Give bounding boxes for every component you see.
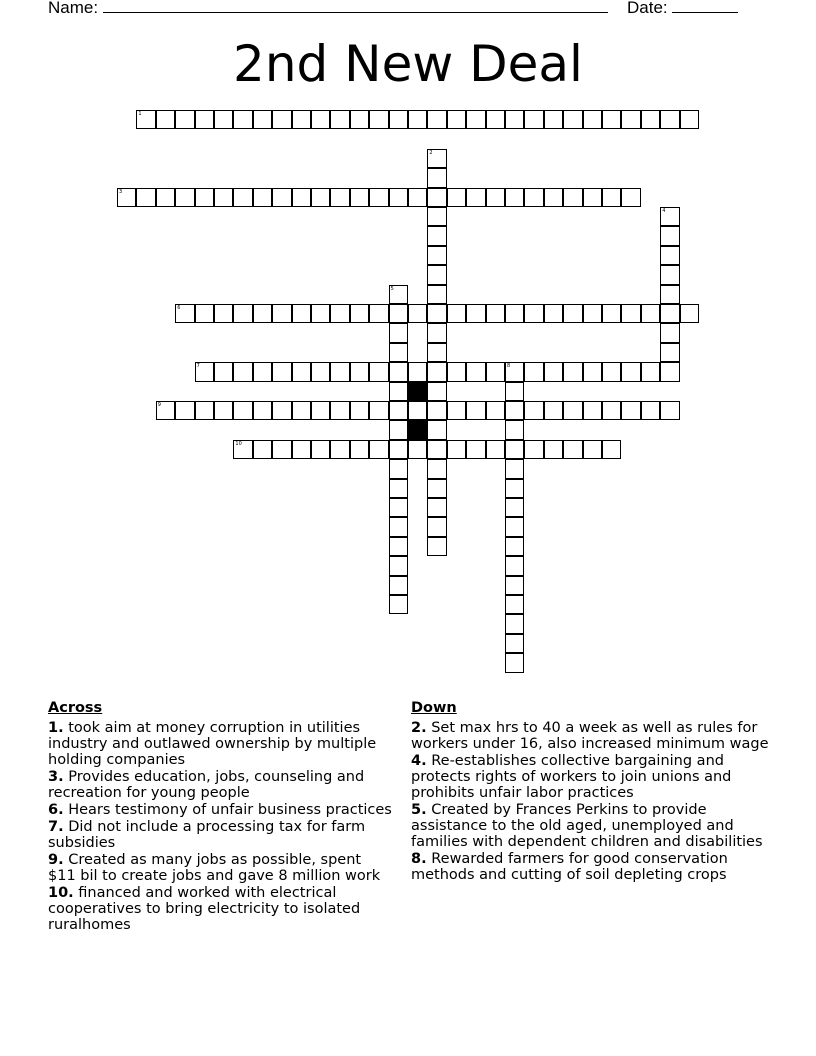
clue-number: 2 [429, 149, 433, 156]
crossword-cell[interactable] [214, 188, 233, 207]
crossword-cell[interactable] [389, 362, 408, 381]
crossword-cell[interactable] [117, 188, 136, 207]
crossword-cell[interactable] [330, 401, 349, 420]
crossword-cell[interactable] [427, 382, 446, 401]
crossword-cell[interactable] [447, 110, 466, 129]
crossword-cell[interactable] [427, 401, 446, 420]
crossword-cell[interactable] [369, 304, 388, 323]
black-square [408, 420, 427, 439]
clue-num: 10. [48, 885, 74, 901]
crossword-cell[interactable] [389, 556, 408, 575]
across-heading: Across [48, 700, 103, 716]
crossword-cell[interactable] [427, 168, 446, 187]
crossword-cell[interactable] [427, 420, 446, 439]
crossword-cell[interactable] [389, 420, 408, 439]
crossword-cell[interactable] [427, 323, 446, 342]
crossword-cell[interactable] [505, 576, 524, 595]
crossword-cell[interactable] [544, 362, 563, 381]
clue-text: financed and worked with electrical cooperatives to bring electricity to isolated ruralhomes [48, 885, 361, 933]
clue-num: 9. [48, 852, 64, 868]
clue-num: 3. [48, 769, 64, 785]
crossword-cell[interactable] [621, 304, 640, 323]
down-clue [411, 802, 781, 850]
crossword-cell[interactable] [447, 188, 466, 207]
crossword-cell[interactable] [408, 110, 427, 129]
crossword-cell[interactable] [253, 110, 272, 129]
crossword-cell[interactable] [505, 110, 524, 129]
crossword-cell[interactable] [311, 304, 330, 323]
crossword-cell[interactable] [505, 595, 524, 614]
crossword-cell[interactable] [427, 459, 446, 478]
crossword-cell[interactable] [175, 401, 194, 420]
crossword-cell[interactable] [466, 188, 485, 207]
across-list [48, 720, 393, 933]
crossword-cell[interactable] [136, 188, 155, 207]
crossword-cell[interactable] [524, 188, 543, 207]
clue-num: 8. [411, 851, 427, 867]
down-clue [411, 720, 781, 752]
crossword-cell[interactable] [195, 401, 214, 420]
crossword-cell[interactable] [369, 188, 388, 207]
crossword-cell[interactable] [350, 188, 369, 207]
crossword-cell[interactable] [156, 401, 175, 420]
clue-text: Did not include a processing tax for farm subsidies [48, 819, 366, 851]
clue-text: Set max hrs to 40 a week as well as rules for workers under 16, also increased minimum wage [411, 720, 769, 752]
crossword-cell[interactable] [389, 110, 408, 129]
crossword-cell[interactable] [641, 362, 660, 381]
crossword-cell[interactable] [563, 304, 582, 323]
crossword-cell[interactable] [292, 440, 311, 459]
crossword-cell[interactable] [427, 537, 446, 556]
crossword-cell[interactable] [389, 517, 408, 536]
crossword-cell[interactable] [563, 188, 582, 207]
crossword-cell[interactable] [427, 362, 446, 381]
crossword-cell[interactable] [660, 304, 679, 323]
clue-num: 7. [48, 819, 64, 835]
crossword-cell[interactable] [408, 188, 427, 207]
clue-text: took aim at money corruption in utilities industry and outlawed ownership by multiple holding companies [48, 720, 377, 768]
crossword-cell[interactable] [524, 440, 543, 459]
crossword-cell[interactable] [389, 285, 408, 304]
crossword-cell[interactable] [272, 440, 291, 459]
crossword-cell[interactable] [330, 110, 349, 129]
crossword-cell[interactable] [583, 401, 602, 420]
crossword-cell[interactable] [660, 285, 679, 304]
crossword-cell[interactable] [660, 265, 679, 284]
down-heading: Down [411, 700, 457, 716]
crossword-cell[interactable] [505, 653, 524, 672]
crossword-cell[interactable] [505, 556, 524, 575]
crossword-cell[interactable] [621, 401, 640, 420]
crossword-cell[interactable] [447, 440, 466, 459]
crossword-cell[interactable] [233, 362, 252, 381]
crossword-cell[interactable] [466, 401, 485, 420]
crossword-cell[interactable] [505, 479, 524, 498]
clue-number: 3 [119, 188, 123, 195]
crossword-cell[interactable] [369, 362, 388, 381]
crossword-cell[interactable] [427, 246, 446, 265]
name-label: Name: [48, 0, 99, 17]
crossword-cell[interactable] [660, 401, 679, 420]
clue-num: 1. [48, 720, 64, 736]
crossword-cell[interactable] [466, 110, 485, 129]
crossword-cell[interactable] [272, 362, 291, 381]
crossword-cell[interactable] [660, 246, 679, 265]
crossword-cell[interactable] [427, 498, 446, 517]
crossword-cell[interactable] [292, 362, 311, 381]
crossword-cell[interactable] [660, 226, 679, 245]
crossword-cell[interactable] [214, 110, 233, 129]
crossword-cell[interactable] [524, 401, 543, 420]
crossword-cell[interactable] [389, 595, 408, 614]
crossword-cell[interactable] [486, 188, 505, 207]
crossword-cell[interactable] [447, 304, 466, 323]
across-clue [48, 852, 393, 884]
crossword-cell[interactable] [350, 304, 369, 323]
crossword-cell[interactable] [233, 401, 252, 420]
crossword-cell[interactable] [505, 440, 524, 459]
crossword-cell[interactable] [447, 401, 466, 420]
crossword-cell[interactable] [272, 188, 291, 207]
clue-number: 6 [177, 305, 181, 311]
crossword-cell[interactable] [427, 110, 446, 129]
crossword-cell[interactable] [408, 304, 427, 323]
clue-number: 4 [662, 208, 666, 214]
crossword-cell[interactable] [544, 110, 563, 129]
crossword-cell[interactable] [195, 304, 214, 323]
crossword-cell[interactable] [602, 304, 621, 323]
across-clues [48, 700, 393, 934]
crossword-cell[interactable] [641, 304, 660, 323]
crossword-cell[interactable] [427, 149, 446, 168]
crossword-cell[interactable] [311, 401, 330, 420]
crossword-cell[interactable] [621, 110, 640, 129]
crossword-cell[interactable] [389, 459, 408, 478]
crossword-cell[interactable] [505, 459, 524, 478]
down-clue [411, 753, 781, 801]
crossword-cell[interactable] [486, 440, 505, 459]
crossword-cell[interactable] [272, 401, 291, 420]
crossword-cell[interactable] [660, 343, 679, 362]
crossword-cell[interactable] [583, 304, 602, 323]
crossword-cell[interactable] [427, 226, 446, 245]
crossword-cell[interactable] [369, 110, 388, 129]
across-clue [48, 769, 393, 801]
down-list [411, 720, 781, 883]
crossword-cell[interactable] [330, 362, 349, 381]
crossword-cell[interactable] [389, 401, 408, 420]
crossword-cell[interactable] [156, 110, 175, 129]
clue-number: 10 [235, 440, 242, 447]
across-clue [48, 802, 393, 818]
clue-text: Re-establishes collective bargaining and protects rights of workers to join unions and prohibits unfair labor practices [411, 753, 732, 801]
crossword-cell[interactable] [621, 188, 640, 207]
crossword-cell[interactable] [311, 440, 330, 459]
crossword-cell[interactable] [389, 537, 408, 556]
crossword-cell[interactable] [195, 110, 214, 129]
clue-text: Hears testimony of unfair business practices [63, 802, 392, 818]
crossword-cell[interactable] [602, 110, 621, 129]
crossword-cell[interactable] [369, 440, 388, 459]
crossword-cell[interactable] [660, 323, 679, 342]
crossword-cell[interactable] [389, 440, 408, 459]
crossword-cell[interactable] [350, 110, 369, 129]
crossword-cell[interactable] [486, 304, 505, 323]
crossword-cell[interactable] [524, 362, 543, 381]
crossword-cell[interactable] [330, 440, 349, 459]
clue-text: Rewarded farmers for good conservation methods and cutting of soil depleting crops [411, 851, 728, 883]
crossword-cell[interactable] [621, 362, 640, 381]
crossword-cell[interactable] [311, 362, 330, 381]
crossword-cell[interactable] [408, 440, 427, 459]
crossword-cell[interactable] [486, 362, 505, 381]
across-clue [48, 720, 393, 768]
crossword-cell[interactable] [427, 343, 446, 362]
crossword-cell[interactable] [427, 440, 446, 459]
crossword-cell[interactable] [583, 188, 602, 207]
crossword-cell[interactable] [272, 110, 291, 129]
crossword-cell[interactable] [389, 479, 408, 498]
crossword-cell[interactable] [233, 440, 252, 459]
crossword-cell[interactable] [544, 401, 563, 420]
crossword-cell[interactable] [563, 110, 582, 129]
crossword-cell[interactable] [680, 304, 699, 323]
crossword-cell[interactable] [253, 401, 272, 420]
crossword-cell[interactable] [369, 401, 388, 420]
crossword-cell[interactable] [563, 401, 582, 420]
clue-text: Created as many jobs as possible, spent $11 bil to create jobs and gave 8 million work [48, 852, 381, 884]
crossword-cell[interactable] [330, 188, 349, 207]
crossword-cell[interactable] [544, 440, 563, 459]
crossword-cell[interactable] [311, 188, 330, 207]
crossword-cell[interactable] [466, 440, 485, 459]
clue-num: 4. [411, 753, 427, 769]
crossword-cell[interactable] [175, 304, 194, 323]
crossword-cell[interactable] [350, 440, 369, 459]
crossword-cell[interactable] [292, 304, 311, 323]
crossword-cell[interactable] [253, 188, 272, 207]
crossword-cell[interactable] [389, 498, 408, 517]
crossword-cell[interactable] [505, 537, 524, 556]
crossword-cell[interactable] [641, 110, 660, 129]
crossword-cell[interactable] [583, 362, 602, 381]
crossword-cell[interactable] [563, 440, 582, 459]
clue-num: 5. [411, 802, 427, 818]
crossword-cell[interactable] [602, 401, 621, 420]
crossword-cell[interactable] [660, 362, 679, 381]
clue-number: 1 [138, 111, 142, 117]
crossword-cell[interactable] [505, 517, 524, 536]
crossword-cell[interactable] [466, 362, 485, 381]
crossword-cell[interactable] [233, 110, 252, 129]
crossword-cell[interactable] [680, 110, 699, 129]
crossword-cell[interactable] [214, 362, 233, 381]
crossword-cell[interactable] [505, 304, 524, 323]
crossword-cell[interactable] [466, 304, 485, 323]
crossword-cell[interactable] [505, 382, 524, 401]
crossword-cell[interactable] [505, 634, 524, 653]
crossword-cell[interactable] [175, 110, 194, 129]
crossword-cell[interactable] [427, 285, 446, 304]
crossword-cell[interactable] [253, 440, 272, 459]
crossword-cell[interactable] [427, 207, 446, 226]
crossword-cell[interactable] [156, 188, 175, 207]
crossword-cell[interactable] [427, 265, 446, 284]
clue-text: Provides education, jobs, counseling and recreation for young people [48, 769, 365, 801]
crossword-cell[interactable] [136, 110, 155, 129]
crossword-cell[interactable] [447, 362, 466, 381]
crossword-cell[interactable] [544, 188, 563, 207]
crossword-cell[interactable] [427, 479, 446, 498]
crossword-cell[interactable] [602, 440, 621, 459]
crossword-cell[interactable] [389, 323, 408, 342]
crossword-cell[interactable] [292, 401, 311, 420]
crossword-cell[interactable] [195, 188, 214, 207]
clue-num: 6. [48, 802, 64, 818]
crossword-cell[interactable] [292, 110, 311, 129]
crossword-cell[interactable] [602, 362, 621, 381]
crossword-cell[interactable] [544, 304, 563, 323]
crossword-cell[interactable] [505, 420, 524, 439]
crossword-cell[interactable] [505, 401, 524, 420]
down-clues [411, 700, 781, 884]
crossword-cell[interactable] [660, 207, 679, 226]
crossword-cell[interactable] [408, 401, 427, 420]
clue-number: 5 [390, 285, 394, 292]
crossword-cell[interactable] [505, 498, 524, 517]
clue-text: Created by Frances Perkins to provide assistance to the old aged, unemployed and families with dependent children and disabilities [411, 802, 763, 850]
clue-number: 7 [196, 363, 200, 370]
crossword-cell[interactable] [389, 576, 408, 595]
clue-number: 8 [507, 363, 511, 370]
crossword-cell[interactable] [272, 304, 291, 323]
crossword-cell[interactable] [583, 440, 602, 459]
crossword-cell[interactable] [389, 382, 408, 401]
crossword-cell[interactable] [427, 188, 446, 207]
crossword-cell[interactable] [524, 110, 543, 129]
clue-number: 9 [157, 402, 161, 408]
crossword-cell[interactable] [292, 188, 311, 207]
date-label: Date: [627, 0, 668, 17]
crossword-cell[interactable] [389, 343, 408, 362]
crossword-cell[interactable] [195, 362, 214, 381]
crossword-cell[interactable] [563, 362, 582, 381]
crossword-cell[interactable] [505, 362, 524, 381]
crossword-cell[interactable] [350, 401, 369, 420]
crossword-cell[interactable] [641, 401, 660, 420]
across-clue [48, 819, 393, 851]
crossword-cell[interactable] [253, 362, 272, 381]
crossword-cell[interactable] [602, 188, 621, 207]
black-square [408, 382, 427, 401]
crossword-cell[interactable] [233, 188, 252, 207]
crossword-cell[interactable] [311, 110, 330, 129]
crossword-cell[interactable] [408, 362, 427, 381]
page-title: 2nd New Deal [233, 35, 583, 93]
crossword-cell[interactable] [427, 304, 446, 323]
crossword-cell[interactable] [389, 188, 408, 207]
crossword-cell[interactable] [524, 304, 543, 323]
crossword-cell[interactable] [660, 110, 679, 129]
crossword-cell[interactable] [486, 110, 505, 129]
crossword-cell[interactable] [505, 188, 524, 207]
crossword-cell[interactable] [505, 614, 524, 633]
crossword-cell[interactable] [486, 401, 505, 420]
down-clue [411, 851, 781, 883]
crossword-cell[interactable] [175, 188, 194, 207]
crossword-cell[interactable] [427, 517, 446, 536]
crossword-cell[interactable] [330, 304, 349, 323]
crossword-cell[interactable] [583, 110, 602, 129]
crossword-cell[interactable] [350, 362, 369, 381]
across-clue [48, 885, 393, 933]
crossword-cell[interactable] [214, 401, 233, 420]
crossword-cell[interactable] [233, 304, 252, 323]
crossword-cell[interactable] [214, 304, 233, 323]
crossword-cell[interactable] [253, 304, 272, 323]
crossword-cell[interactable] [389, 304, 408, 323]
clue-num: 2. [411, 720, 427, 736]
